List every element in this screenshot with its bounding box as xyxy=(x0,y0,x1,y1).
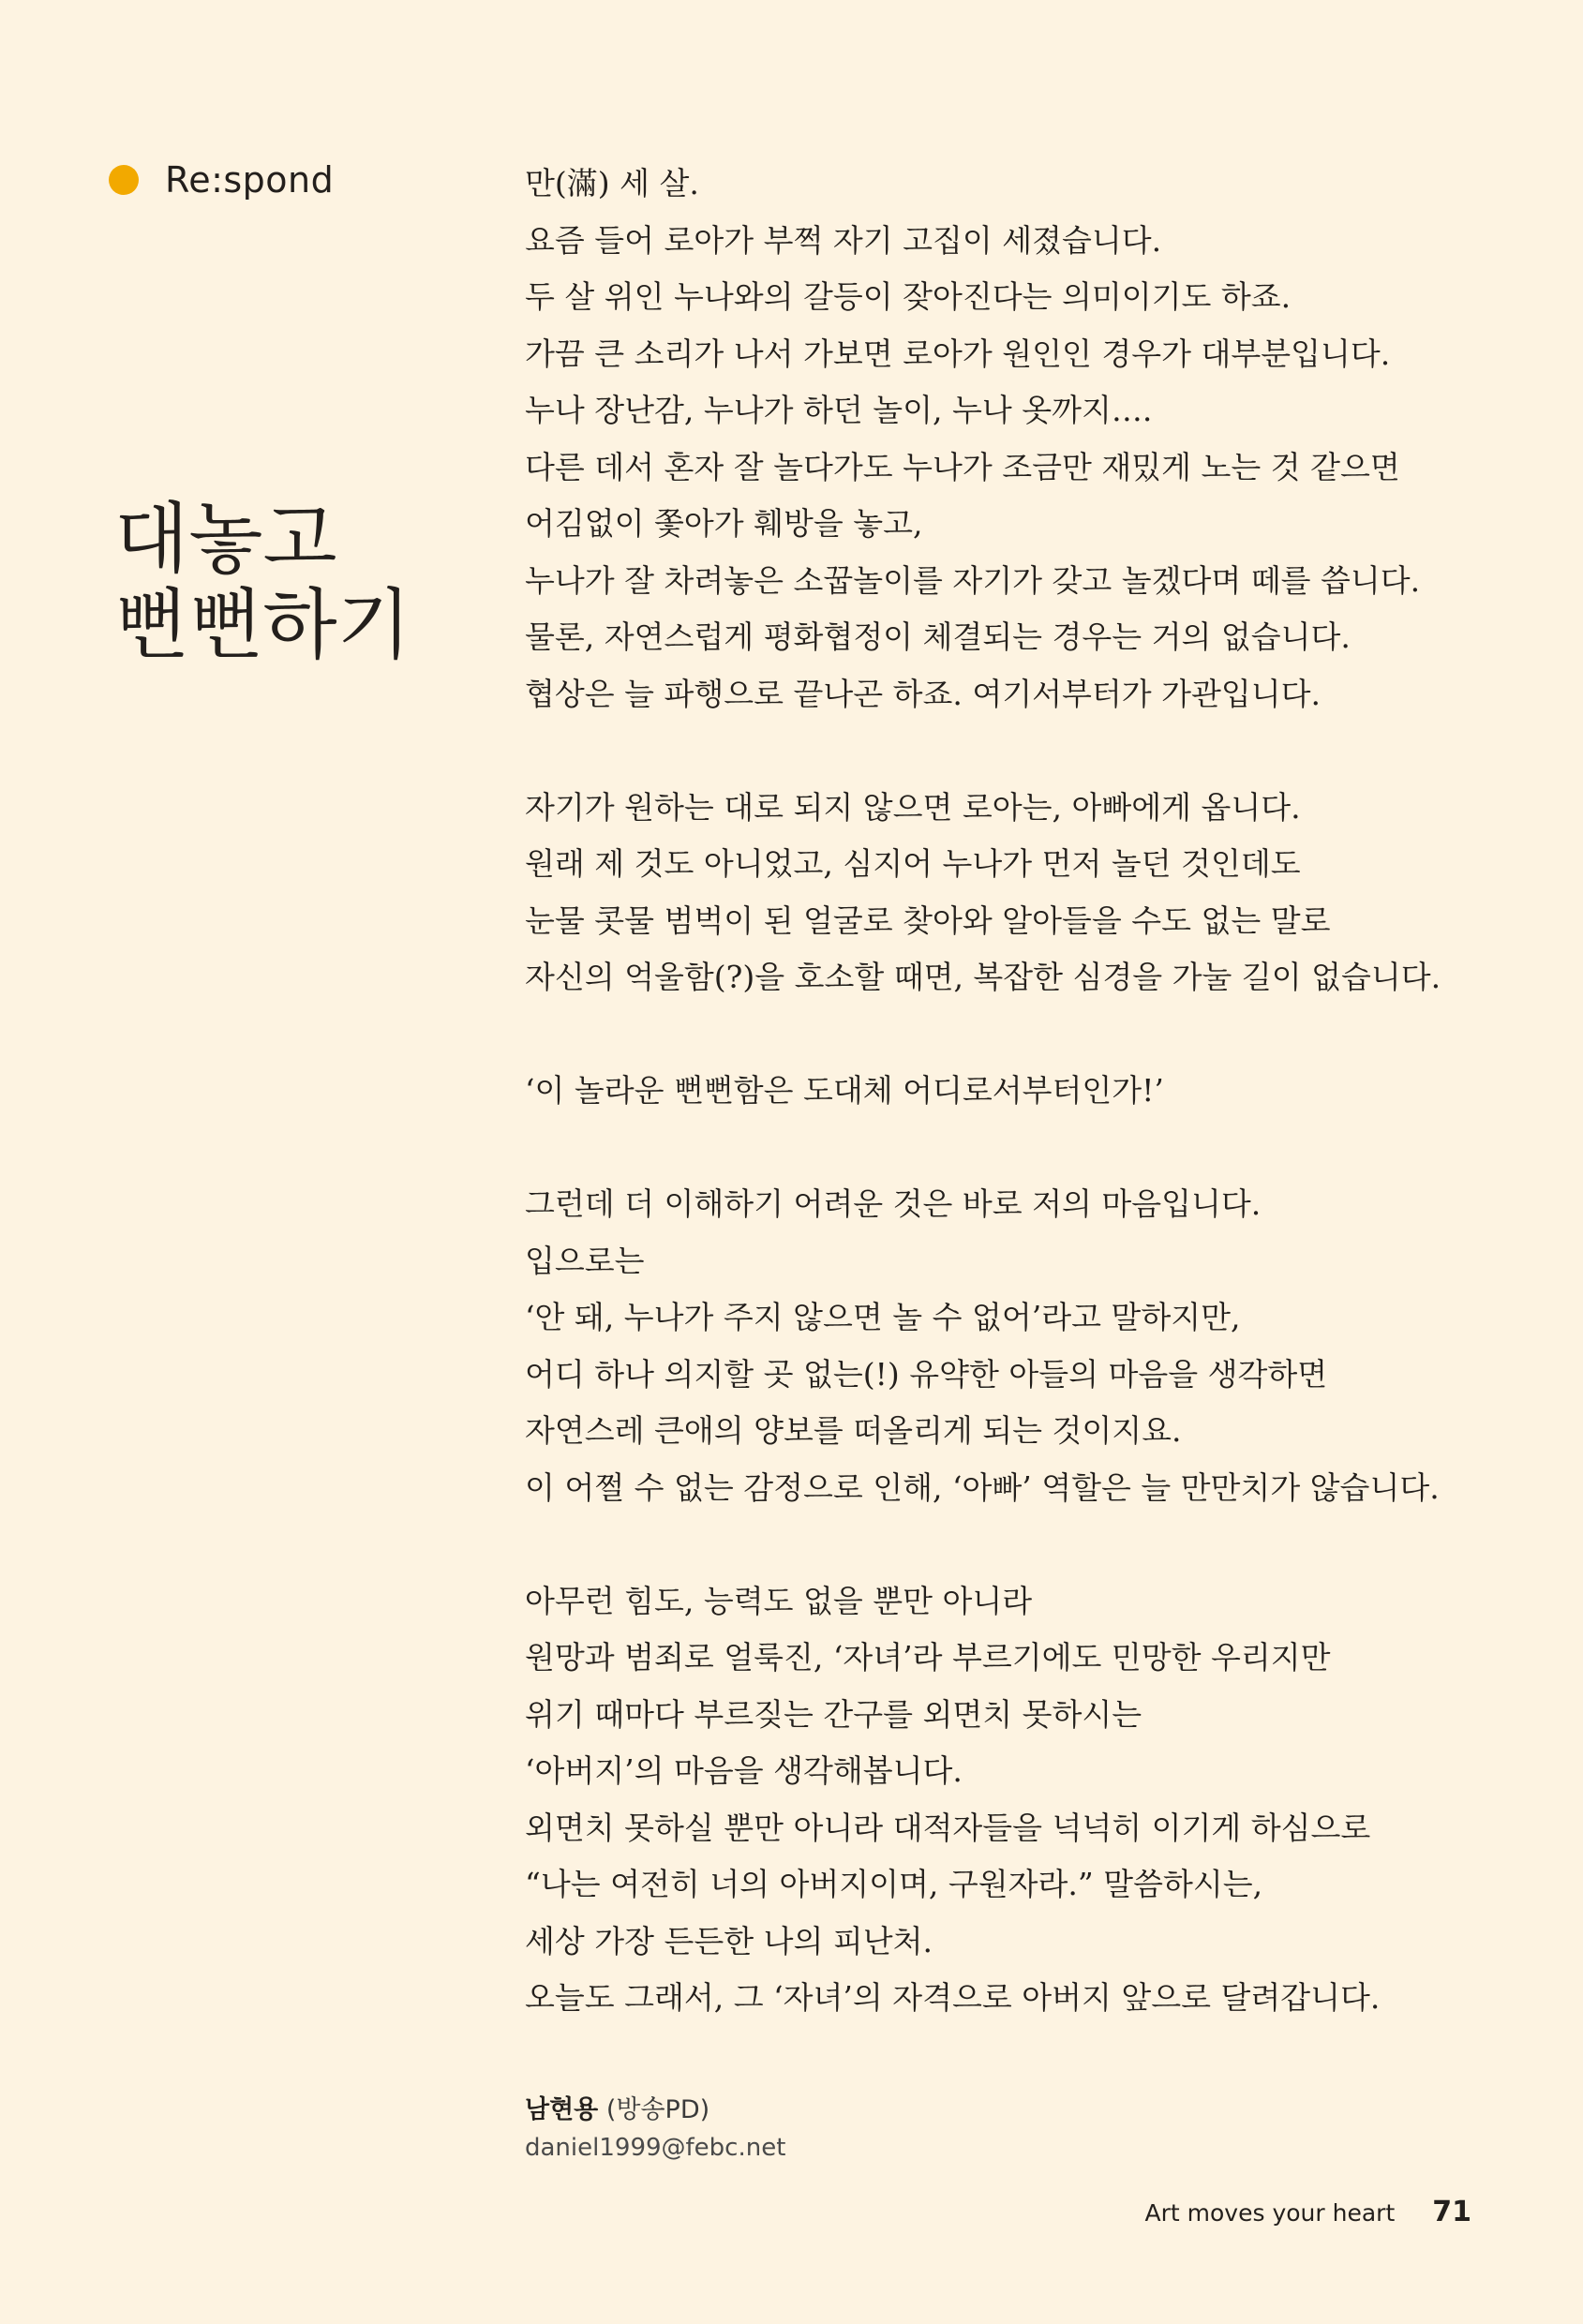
body-paragraph xyxy=(525,1063,1481,1120)
body-line: ‘안 돼, 누나가 주지 않으면 놀 수 없어’라고 말하지만, xyxy=(525,1299,1241,1335)
body-line: 물론, 자연스럽게 평화협정이 체결되는 경우는 거의 없습니다. xyxy=(525,618,1351,655)
author-line xyxy=(525,2092,785,2129)
section-marker xyxy=(109,159,334,201)
body-line: ‘아버지’의 마음을 생각해봅니다. xyxy=(525,1752,963,1789)
body-line: 아무런 힘도, 능력도 없을 뿐만 아니라 xyxy=(525,1582,1033,1619)
body-line: 오늘도 그래서, 그 ‘자녀’의 자격으로 아버지 앞으로 달려갑니다. xyxy=(525,1979,1381,2016)
body-paragraph xyxy=(525,1176,1481,1516)
author-name: 남현용 xyxy=(525,2095,599,2124)
section-label: Re:spond xyxy=(165,159,335,201)
author-block xyxy=(525,2092,785,2167)
page-number: 71 xyxy=(1432,2196,1471,2228)
title-line-2: 뻔뻔하기 xyxy=(114,581,411,670)
body-line: 어디 하나 의지할 곳 없는(!) 유약한 아들의 마음을 생각하면 xyxy=(525,1355,1328,1393)
body-line: 외면치 못하실 뿐만 아니라 대적자들을 넉넉히 이기게 하심으로 xyxy=(525,1809,1371,1846)
body-line: 원래 제 것도 아니었고, 심지어 누나가 먼저 놀던 것인데도 xyxy=(525,845,1301,882)
title-line-1: 대놓고 xyxy=(114,495,337,584)
footer-tagline: Art moves your heart xyxy=(1144,2199,1396,2227)
body-line: 이 어쩔 수 없는 감정으로 인해, ‘아빠’ 역할은 늘 만만치가 않습니다. xyxy=(525,1468,1440,1506)
body-paragraph xyxy=(525,780,1481,1006)
body-line: 눈물 콧물 범벅이 된 얼굴로 찾아와 알아들을 수도 없는 말로 xyxy=(525,901,1331,939)
body-line: ‘이 놀라운 뻔뻔함은 도대체 어디로서부터인가!’ xyxy=(525,1072,1164,1109)
body-line: 요즘 들어 로아가 부쩍 자기 고집이 세졌습니다. xyxy=(525,221,1162,259)
body-line: 위기 때마다 부르짖는 간구를 외면치 못하시는 xyxy=(525,1695,1142,1733)
body-line: 자신의 억울함(?)을 호소할 때면, 복잡한 심경을 가눌 길이 없습니다. xyxy=(525,959,1441,995)
body-line: 세상 가장 든든한 나의 피난처. xyxy=(525,1922,933,1959)
body-line: 자기가 원하는 대로 되지 않으면 로아는, 아빠에게 옵니다. xyxy=(525,788,1301,826)
body-line: 입으로는 xyxy=(525,1242,645,1279)
body-line: 가끔 큰 소리가 나서 가보면 로아가 원인인 경우가 대부분입니다. xyxy=(525,335,1391,372)
body-line: 자연스레 큰애의 양보를 떠올리게 되는 것이지요. xyxy=(525,1412,1182,1449)
body-line: 그런데 더 이해하기 어려운 것은 바로 저의 마음입니다. xyxy=(525,1185,1262,1222)
page-footer xyxy=(1145,2196,1471,2228)
author-role: (방송PD) xyxy=(605,2095,710,2124)
body-line: 만(滿) 세 살. xyxy=(525,165,699,201)
article-body xyxy=(525,156,1481,2027)
body-line: 다른 데서 혼자 잘 놀다가도 누나가 조금만 재밌게 노는 것 같으면 xyxy=(525,448,1400,485)
body-line: 누나 장난감, 누나가 하던 놀이, 누나 옷까지…. xyxy=(525,392,1153,428)
author-email: daniel1999@febc.net xyxy=(525,2134,786,2162)
body-line: 누나가 잘 차려놓은 소꿉놀이를 자기가 갖고 놀겠다며 떼를 씁니다. xyxy=(525,561,1421,599)
body-line: 어김없이 쫓아가 훼방을 놓고, xyxy=(525,505,923,542)
body-line: 두 살 위인 누나와의 갈등이 잦아진다는 의미이기도 하죠. xyxy=(525,278,1292,315)
body-paragraph xyxy=(525,1573,1481,2027)
body-line: 협상은 늘 파행으로 끝나곤 하죠. 여기서부터가 가관입니다. xyxy=(525,675,1321,712)
section-dot-icon xyxy=(109,165,139,195)
article-title xyxy=(114,497,411,669)
body-line: 원망과 범죄로 얼룩진, ‘자녀’라 부르기에도 민망한 우리지만 xyxy=(525,1639,1331,1676)
body-line: “나는 여전히 너의 아버지이며, 구원자라.” 말씀하시는, xyxy=(525,1866,1263,1902)
body-paragraph xyxy=(525,156,1481,723)
